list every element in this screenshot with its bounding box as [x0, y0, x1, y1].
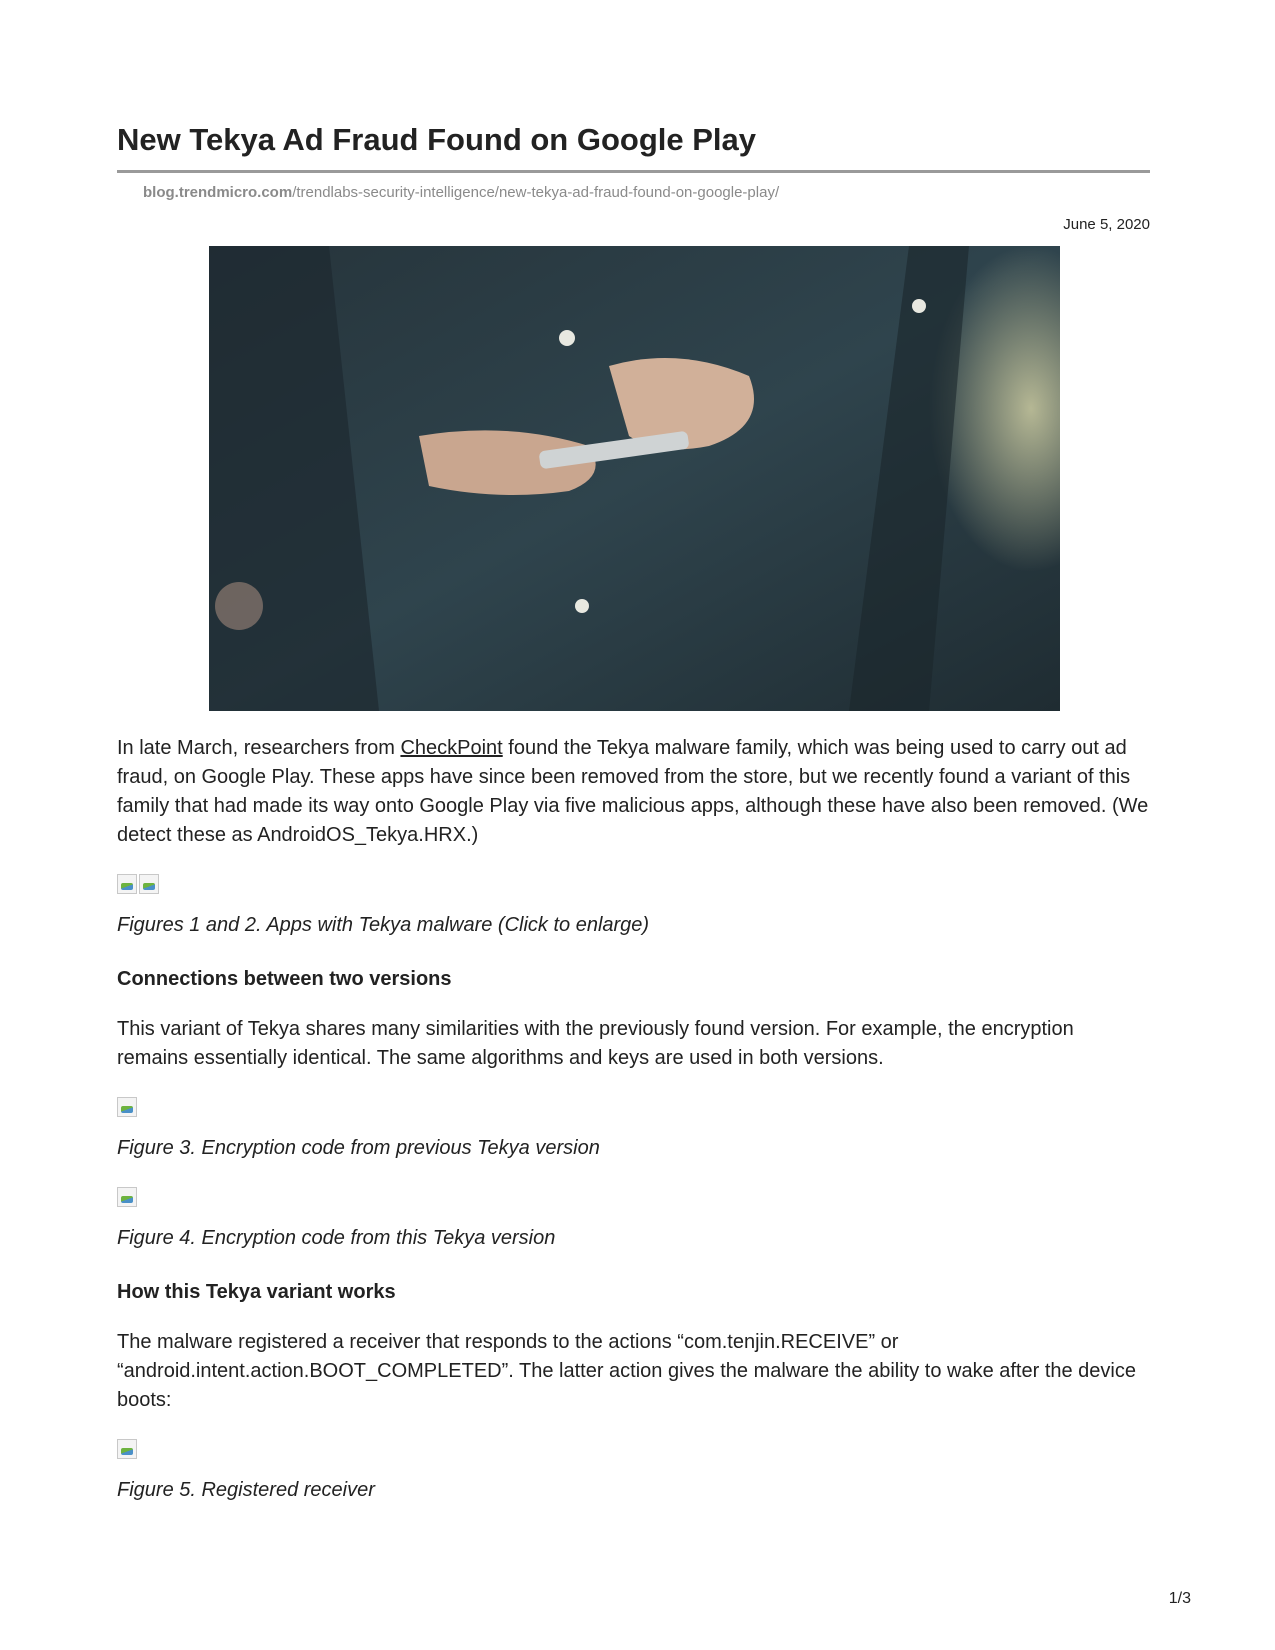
figure-3-broken-image-icon[interactable]	[117, 1097, 137, 1117]
figure-4-caption: Figure 4. Encryption code from this Tekya version	[117, 1227, 556, 1249]
figures-1-2-images	[117, 874, 1150, 896]
intro-paragraph	[117, 734, 1150, 850]
section-how-it-works-text: The malware registered a receiver that responds to the actions “com.tenjin.RECEIVE” or “android.intent.action.BOOT_COMPLETED”. The latter action gives the malware the ability to wake after the device boots:	[117, 1331, 1136, 1411]
figure-4-image	[117, 1187, 1150, 1209]
section-connections-text: This variant of Tekya shares many similarities with the previously found version. For example, the encryption remains essentially identical. The same algorithms and keys are used in both versions.	[117, 1018, 1074, 1069]
section-heading-connections: Connections between two versions	[117, 968, 452, 990]
figure-3-caption: Figure 3. Encryption code from previous Tekya version	[117, 1137, 600, 1159]
page-number: 1/3	[1168, 1590, 1191, 1607]
figure-5-caption: Figure 5. Registered receiver	[117, 1479, 375, 1501]
publish-date: June 5, 2020	[1063, 216, 1150, 233]
figure-5-image	[117, 1439, 1150, 1461]
figure-1-broken-image-icon[interactable]	[117, 874, 137, 894]
section-heading-how-it-works: How this Tekya variant works	[117, 1281, 396, 1303]
article	[117, 120, 1150, 1505]
figure-5-broken-image-icon[interactable]	[117, 1439, 137, 1459]
figure-2-broken-image-icon[interactable]	[139, 874, 159, 894]
hero-image	[209, 246, 1060, 711]
source-url[interactable]	[143, 183, 1150, 203]
figure-3-image	[117, 1097, 1150, 1119]
hero-photo-illustration	[209, 246, 1060, 711]
source-path: /trendlabs-security-intelligence/new-tekya-ad-fraud-found-on-google-play/	[292, 184, 780, 201]
intro-text-end: found the Tekya malware family, which was being used to carry out ad fraud, on Google Play. These apps have since been removed from the store, but we recently found a variant of this family that had made its way onto Google Play via five malicious apps, although these have also been removed. (We detect these as AndroidOS_Tekya.HRX.)	[117, 737, 1149, 846]
source-domain: blog.trendmicro.com	[143, 184, 293, 201]
checkpoint-link[interactable]: CheckPoint	[400, 737, 503, 759]
figures-1-2-caption: Figures 1 and 2. Apps with Tekya malware (Click to enlarge)	[117, 914, 650, 936]
figure-4-broken-image-icon[interactable]	[117, 1187, 137, 1207]
article-title: New Tekya Ad Fraud Found on Google Play	[117, 120, 1150, 173]
intro-text-start: In late March, researchers from	[117, 737, 401, 759]
